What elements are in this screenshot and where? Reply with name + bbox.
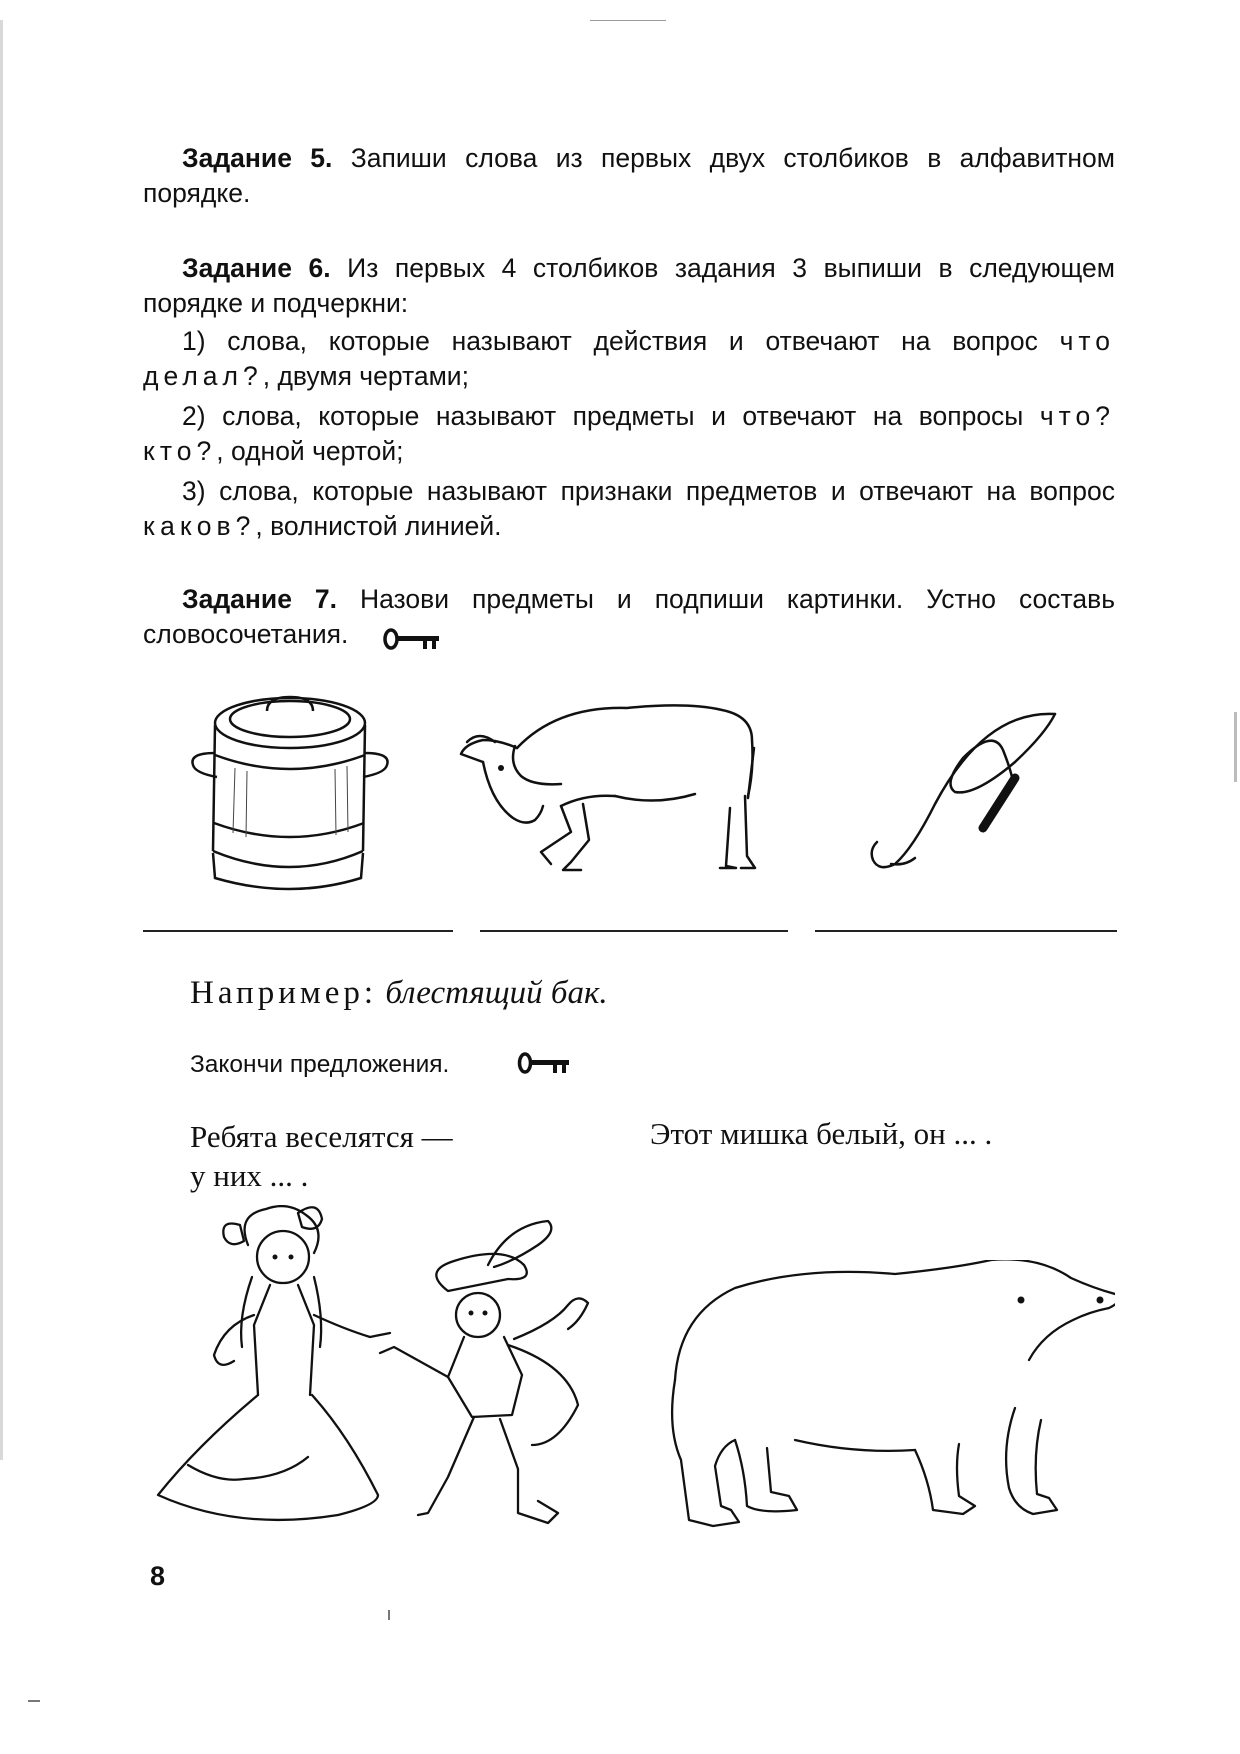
- task6-item-3-end: , волнистой линией.: [255, 511, 502, 541]
- scan-top-mark: [590, 20, 666, 21]
- task6-item-2: [143, 399, 1115, 469]
- task6-item-3: [143, 474, 1115, 544]
- pot-illustration: [185, 683, 395, 893]
- task5-label: Задание 5.: [182, 143, 333, 173]
- task6-text: Из первых 4 столбиков задания 3 выпиши в следующем порядке и подчеркни:: [143, 253, 1115, 318]
- key-icon: [382, 626, 442, 652]
- task6-item-2-end: , одной чертой;: [216, 436, 404, 466]
- task7-paragraph: [143, 582, 1115, 652]
- task6-item-2-text: 2) слова, которые называют предметы и отвечают на вопросы: [182, 401, 1040, 431]
- dancing-children-illustration: [148, 1205, 638, 1535]
- finish-instruction-text: Закончи предложения.: [190, 1051, 450, 1078]
- polar-bear-illustration: [665, 1260, 1115, 1550]
- finish-instruction: [190, 1051, 449, 1079]
- task6-item-1-end: , двумя чертами;: [262, 361, 469, 391]
- task6-item-3-text: 3) слова, которые называют признаки предметов и отвечают на вопрос: [182, 476, 1115, 506]
- scan-mark: [28, 1700, 40, 1702]
- sentence-1-line-2: у них ... .: [190, 1158, 309, 1193]
- answer-line-3[interactable]: [815, 930, 1117, 932]
- example-phrase: блестящий бак.: [385, 975, 608, 1011]
- task6-item-1: [143, 324, 1115, 394]
- key-icon: [517, 1050, 571, 1076]
- task5-text: Запиши слова из первых двух столбиков в алфавитном порядке.: [143, 143, 1115, 208]
- bull-illustration: [455, 698, 795, 888]
- task6-item-1-question: что делал?: [143, 326, 1115, 391]
- task6-item-3-question: каков?: [143, 511, 256, 541]
- task6-paragraph: [143, 251, 1115, 321]
- task6-item-1-text: 1) слова, которые называют действия и отвечают на вопрос: [182, 326, 1060, 356]
- task7-label: Задание 7.: [182, 584, 338, 614]
- task7-text: Назови предметы и подпиши картинки. Устно составь словосочетания.: [143, 584, 1116, 649]
- scan-right-mark: [1234, 712, 1237, 782]
- whip-illustration: [855, 708, 1075, 878]
- scan-mark: [388, 1610, 390, 1620]
- sentence-2: Этот мишка белый, он ... .: [650, 1116, 993, 1151]
- answer-line-2[interactable]: [480, 930, 788, 932]
- sentence-1-line-1: Ребята веселятся —: [190, 1119, 453, 1154]
- task6-label: Задание 6.: [182, 253, 331, 283]
- task6-item-2-question: что? кто?: [143, 401, 1115, 466]
- example-line: [190, 975, 608, 1012]
- page-number: 8: [150, 1561, 166, 1591]
- answer-line-1[interactable]: [143, 930, 453, 932]
- task5-paragraph: [143, 141, 1115, 211]
- sentence-1: [190, 1117, 453, 1195]
- example-lead: Например:: [190, 975, 378, 1011]
- scan-left-edge: [0, 20, 3, 1460]
